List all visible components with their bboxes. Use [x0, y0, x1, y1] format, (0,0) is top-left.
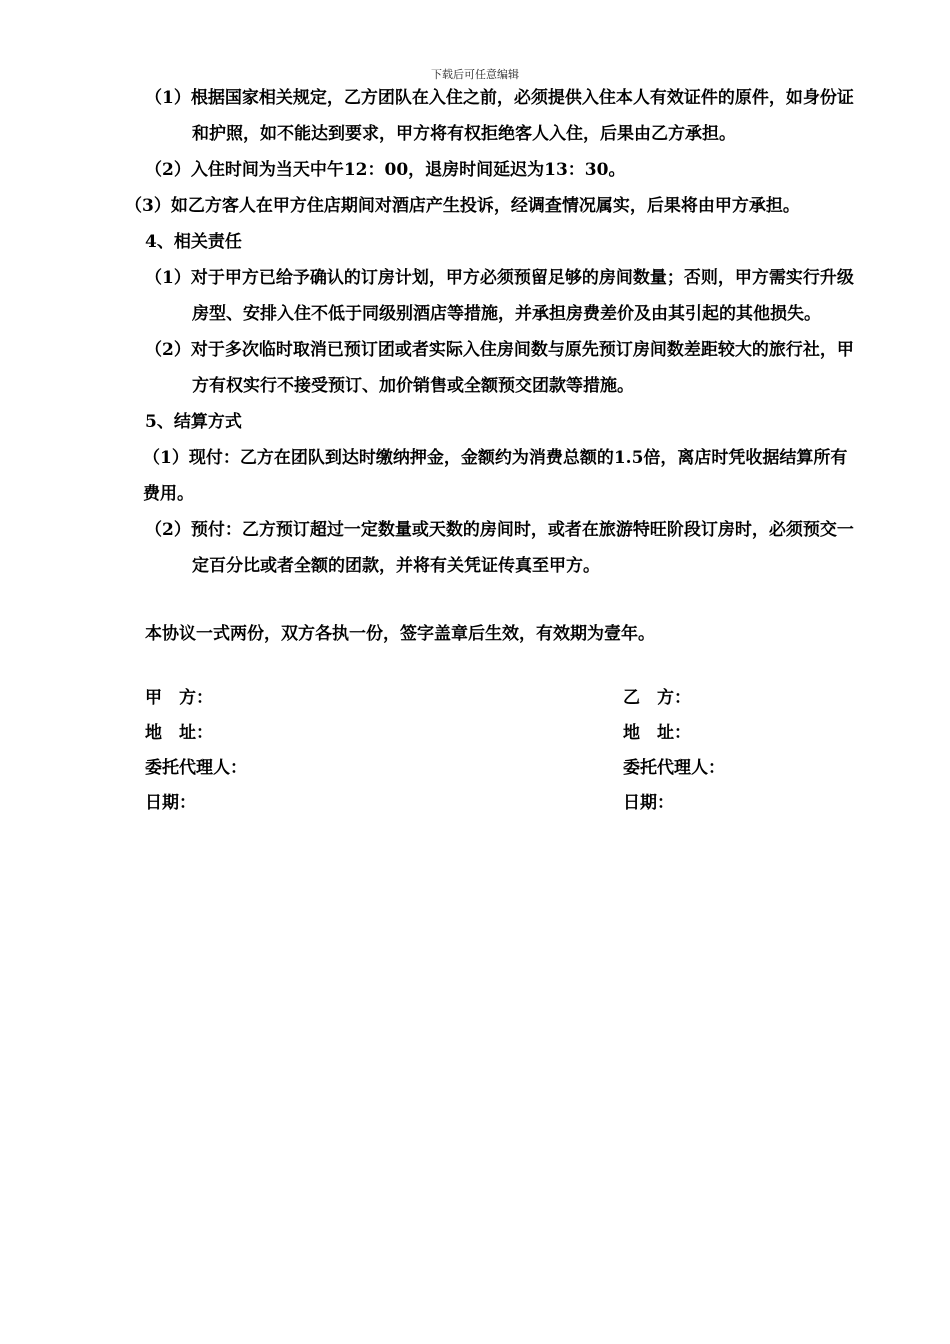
signature-row-party [145, 680, 857, 715]
clause-1-2: （2）入住时间为当天中午12：00，退房时间延迟为13：30。 [145, 160, 626, 180]
signature-block [145, 680, 857, 820]
clause-1-1: （1）根据国家相关规定，乙方团队在入住之前，必须提供入住本人有效证件的原件，如身份证和护照，如不能达到要求，甲方将有权拒绝客人入住，后果由乙方承担。 [145, 88, 854, 144]
signature-row-address [145, 715, 857, 750]
party-b-agent-label: 委托代理人： [623, 758, 725, 778]
party-a-label: 甲 方： [145, 688, 213, 708]
party-b-label: 乙 方： [623, 688, 691, 708]
agreement-statement: 本协议一式两份，双方各执一份，签字盖章后生效，有效期为壹年。 [145, 624, 655, 644]
party-b-date-label: 日期： [623, 793, 674, 813]
clause-5-1: （1）现付：乙方在团队到达时缴纳押金，金额约为消费总额的1.5倍，离店时凭收据结算所有费用。 [143, 448, 848, 504]
clause-5-2: （2）预付：乙方预订超过一定数量或天数的房间时，或者在旅游特旺阶段订房时，必须预交一定百分比或者全额的团款，并将有关凭证传真至甲方。 [145, 520, 854, 576]
section-5-title: 5、结算方式 [145, 412, 242, 432]
party-b-address-label: 地 址： [623, 723, 691, 743]
document-body [125, 80, 857, 820]
party-a-date-label: 日期： [145, 793, 196, 813]
signature-row-agent [145, 750, 857, 785]
page-header-note: 下载后可任意编辑 [431, 68, 519, 81]
section-4-title: 4、相关责任 [145, 232, 242, 252]
signature-row-date [145, 785, 857, 820]
spacer [145, 584, 857, 616]
clause-4-1: （1）对于甲方已给予确认的订房计划，甲方必须预留足够的房间数量；否则，甲方需实行升级房型、安排入住不低于同级别酒店等措施，并承担房费差价及由其引起的其他损失。 [145, 268, 854, 324]
clause-4-2: （2）对于多次临时取消已预订团或者实际入住房间数与原先预订房间数差距较大的旅行社，甲方有权实行不接受预订、加价销售或全额预交团款等措施。 [145, 340, 854, 396]
clause-1-3: （3）如乙方客人在甲方住店期间对酒店产生投诉，经调查情况属实，后果将由甲方承担。 [125, 196, 800, 216]
party-a-agent-label: 委托代理人： [145, 758, 247, 778]
party-a-address-label: 地 址： [145, 723, 213, 743]
